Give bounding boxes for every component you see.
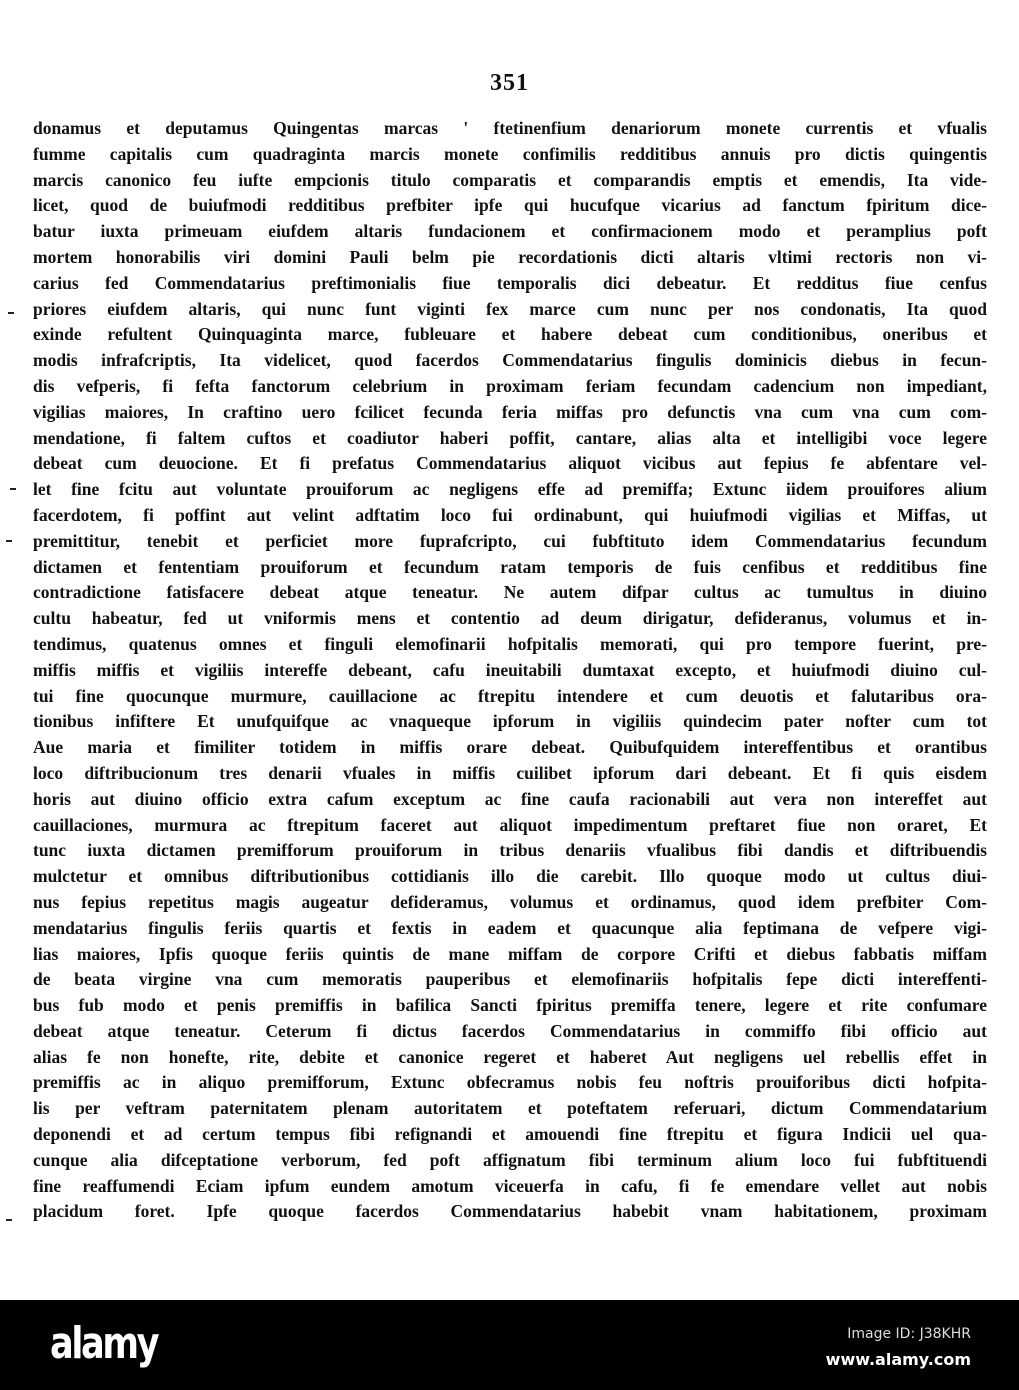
page-number: 351 bbox=[490, 70, 529, 96]
text-line bbox=[33, 1122, 987, 1148]
text-line-content: placidum foret. Ipfe quoque facerdos Commendatarius habebit vnam habitationem, proximam bbox=[33, 1201, 987, 1222]
text-line-content: debeat cum deuocione. Et fi prefatus Commendatarius aliquot vicibus aut fepius fe abfentare vel- bbox=[33, 453, 987, 474]
text-line bbox=[33, 400, 987, 426]
text-line-content: debeat atque teneatur. Ceterum fi dictus facerdos Commendatarius in commiffo fibi officio aut bbox=[33, 1020, 987, 1041]
text-line bbox=[33, 684, 987, 710]
text-line-content: vigilias maiores, In craftino uero fcilicet fecunda feria miffas pro defunctis vna cum vna cum com- bbox=[33, 401, 987, 422]
text-line-content: cultu habeatur, fed ut vniformis mens et contentio ad deum dirigatur, defideranus, volumus et in- bbox=[33, 608, 987, 629]
text-line bbox=[33, 761, 987, 787]
text-line bbox=[33, 838, 987, 864]
text-line bbox=[33, 864, 987, 890]
text-line bbox=[33, 1045, 987, 1071]
text-line bbox=[33, 1070, 987, 1096]
text-line bbox=[33, 322, 987, 348]
margin-mark bbox=[6, 540, 12, 542]
text-line bbox=[33, 1096, 987, 1122]
text-line-content: lis per veftram paternitatem plenam autoritatem et poteftatem referuari, dictum Commendatarium bbox=[33, 1098, 987, 1119]
text-line bbox=[33, 271, 987, 297]
text-line-content: cunque alia difceptatione verborum, fed poft affignatum fibi terminum alium loco fui fubftituendi bbox=[33, 1149, 987, 1170]
text-line bbox=[33, 632, 987, 658]
text-line bbox=[33, 890, 987, 916]
text-line-content: lias maiores, Ipfis quoque feriis quintis de mane miffam de corpore Crifti et diebus fabbatis miffam bbox=[33, 943, 987, 964]
text-line-content: dictamen et fententiam prouiforum et fecundum ratam temporis de fuis cenfibus et redditibus fine bbox=[33, 556, 987, 577]
text-line bbox=[33, 735, 987, 761]
text-line-content: exinde refultent Quinquaginta marce, fubleuare et habere debeat cum conditionibus, oneribus et bbox=[33, 324, 987, 345]
text-line bbox=[33, 142, 987, 168]
text-line-content: mulctetur et omnibus diftributionibus cottidianis illo die carebit. Illo quoque modo ut cultus diui- bbox=[33, 866, 987, 887]
text-line-content: tunc iuxta dictamen premifforum prouiforum in tribus denariis vfualibus fibi dandis et diftribuendis bbox=[33, 840, 987, 861]
text-line-content: bus fub modo et penis premiffis in bafilica Sancti fpiritus premiffa tenere, legere et rite confumare bbox=[33, 995, 987, 1016]
text-line bbox=[33, 245, 987, 271]
text-line-content: deponendi et ad certum tempus fibi refignandi et amouendi fine ftrepitu et figura Indicii uel qua- bbox=[33, 1124, 987, 1145]
text-line-content: dis vefperis, fi fefta fanctorum celebrium in proximam feriam fecundam cadencium non impediant, bbox=[33, 375, 987, 396]
text-line bbox=[33, 993, 987, 1019]
text-line-content: carius fed Commendatarius preftimonialis fiue temporalis dici debeatur. Et redditus fiue cenfus bbox=[33, 272, 987, 293]
text-line bbox=[33, 168, 987, 194]
text-line-content: mortem honorabilis viri domini Pauli belm pie recordationis dicti altaris vltimi rectoris non vi- bbox=[33, 246, 987, 267]
text-line bbox=[33, 813, 987, 839]
text-line bbox=[33, 787, 987, 813]
text-line-content: licet, quod de buiufmodi redditibus prefbiter ipfe qui hucufque vicarius ad fanctum fpiritum dice- bbox=[33, 195, 987, 216]
text-line bbox=[33, 580, 987, 606]
text-line bbox=[33, 1019, 987, 1045]
text-line bbox=[33, 1148, 987, 1174]
text-line bbox=[33, 348, 987, 374]
text-line bbox=[33, 116, 987, 142]
text-line bbox=[33, 916, 987, 942]
alamy-logo: alamy bbox=[50, 1318, 158, 1369]
text-line-content: alias fe non honefte, rite, debite et canonice regeret et haberet Aut negligens uel rebellis effet in bbox=[33, 1046, 987, 1067]
text-line bbox=[33, 529, 987, 555]
text-line-content: Aue maria et fimiliter totidem in miffis orare debeat. Quibufquidem intereffentibus et orantibus bbox=[33, 737, 987, 758]
text-line bbox=[33, 606, 987, 632]
text-line bbox=[33, 219, 987, 245]
text-line-content: mendatione, fi faltem cuftos et coadiutor haberi poffit, cantare, alias alta et intelligibi voce legere bbox=[33, 427, 987, 448]
text-line bbox=[33, 503, 987, 529]
text-line-content: horis aut diuino officio extra cafum exceptum ac fine caufa racionabili aut vera non intereffet aut bbox=[33, 788, 987, 809]
document-body bbox=[33, 116, 987, 1225]
text-line-content: donamus et deputamus Quingentas marcas ' ftetinenfium denariorum monete currentis et vfualis bbox=[33, 118, 987, 138]
text-line bbox=[33, 555, 987, 581]
text-line-content: premiffis ac in aliquo premifforum, Extunc obfecramus nobis feu noftris prouiforibus dicti hofpita- bbox=[33, 1072, 987, 1093]
text-line-content: tionibus infiftere Et unufquifque ac vnaqueque ipforum in vigiliis quindecim pater nofter cum tot bbox=[33, 711, 987, 732]
text-line-content: contradictione fatisfacere debeat atque teneatur. Ne autem difpar cultus ac tumultus in diuino bbox=[33, 582, 987, 603]
text-line-content: cauillaciones, murmura ac ftrepitum faceret aut aliquot impedimentum preftaret fiue non oraret, Et bbox=[33, 814, 987, 835]
text-line bbox=[33, 1174, 987, 1200]
text-line-content: tui fine quocunque murmure, cauillacione ac ftrepitu intendere et cum deuotis et falutaribus ora- bbox=[33, 685, 987, 706]
text-line-content: modis infrafcriptis, Ita videlicet, quod facerdos Commendatarius fingulis dominicis diebus in fecun- bbox=[33, 350, 987, 371]
text-line-content: tendimus, quatenus omnes et finguli elemofinarii hofpitalis memorati, qui pro tempore fuerint, pre- bbox=[33, 633, 987, 654]
margin-mark bbox=[6, 1219, 12, 1221]
text-line-content: loco diftribucionum tres denarii vfuales in miffis cuilibet ipforum dari debeant. Et fi quis eisdem bbox=[33, 762, 987, 783]
text-line-content: premittitur, tenebit et perficiet more fuprafcripto, cui fubftituto idem Commendatarius fecundum bbox=[33, 530, 987, 551]
text-line bbox=[33, 942, 987, 968]
text-line bbox=[33, 451, 987, 477]
text-line-content: facerdotem, fi poffint aut velint adftatim loco fui ordinabunt, qui huiufmodi vigilias et Miffas, ut bbox=[33, 504, 987, 525]
text-line bbox=[33, 967, 987, 993]
text-line-content: de beata virgine vna cum memoratis pauperibus et elemofinariis hofpitalis fepe dicti intereffenti- bbox=[33, 969, 987, 990]
text-line bbox=[33, 426, 987, 452]
text-line-content: mendatarius fingulis feriis quartis et fextis in eadem et quacunque alia feptimana de vefpere vigi- bbox=[33, 917, 987, 938]
text-line bbox=[33, 709, 987, 735]
text-line-content: fine reaffumendi Eciam ipfum eundem amotum viceuerfa in cafu, fi fe emendare vellet aut nobis bbox=[33, 1175, 987, 1196]
site-url: www.alamy.com bbox=[825, 1350, 971, 1369]
text-line-content: miffis miffis et vigiliis intereffe debeant, cafu ineuitabili dumtaxat excepto, et huiufmodi diuino cul- bbox=[33, 659, 987, 680]
image-id: Image ID: J38KHR bbox=[847, 1326, 971, 1342]
watermark-bar bbox=[0, 1300, 1019, 1390]
text-line-content: fumme capitalis cum quadraginta marcis monete confimilis redditibus annuis pro dictis quingentis bbox=[33, 143, 987, 164]
text-line bbox=[33, 297, 987, 323]
text-line-content: let fine fcitu aut voluntate prouiforum ac negligens effe ad premiffa; Extunc iidem prouifores alium bbox=[33, 479, 987, 500]
text-line bbox=[33, 193, 987, 219]
margin-mark bbox=[10, 488, 16, 490]
text-line bbox=[33, 658, 987, 684]
text-line-content: nus fepius repetitus magis augeatur defideramus, volumus et ordinamus, quod idem prefbiter Com- bbox=[33, 891, 987, 912]
text-line-content: marcis canonico feu iufte empcionis titulo comparatis et comparandis emptis et emendis, Ita vide- bbox=[33, 169, 987, 190]
text-line-content: batur iuxta primeuam eiufdem altaris fundacionem et confirmacionem modo et peramplius poft bbox=[33, 221, 987, 242]
text-line-content: priores eiufdem altaris, qui nunc funt viginti fex marce cum nunc per nos condonatis, Ita quod bbox=[33, 298, 987, 319]
text-line bbox=[33, 1199, 987, 1225]
text-line bbox=[33, 477, 987, 503]
margin-mark bbox=[8, 312, 14, 314]
text-line bbox=[33, 374, 987, 400]
